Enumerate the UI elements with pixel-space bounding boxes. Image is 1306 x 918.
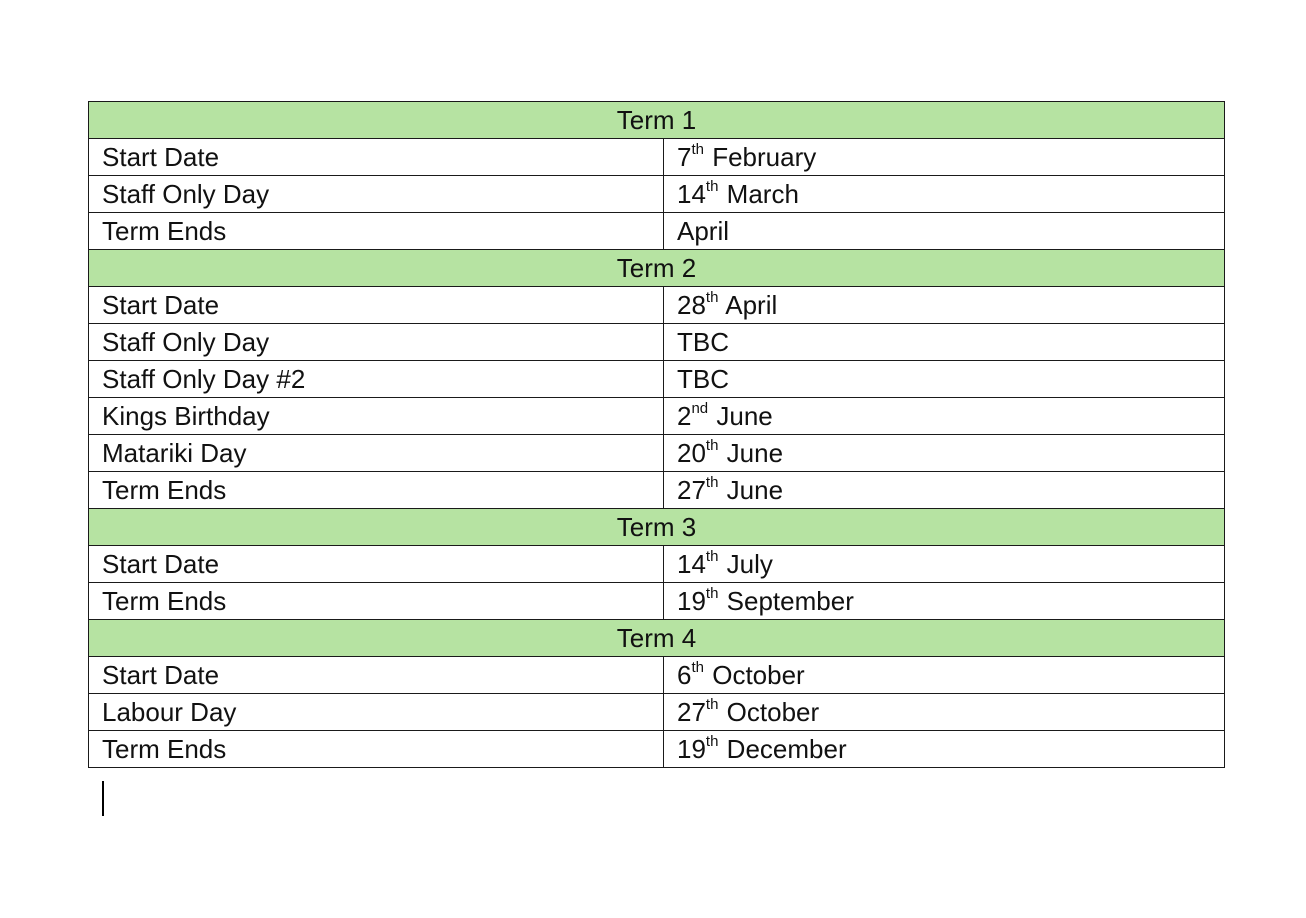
event-date[interactable] [664,472,1225,509]
date-month: TBC [677,364,729,394]
date-suffix: th [705,178,719,196]
event-date[interactable] [664,324,1225,361]
event-label[interactable]: Staff Only Day [89,176,664,213]
event-label[interactable]: Staff Only Day #2 [89,361,664,398]
date-suffix: th [691,659,704,677]
date-suffix: th [705,289,719,307]
date-month: February [712,142,817,172]
term-header-row [89,250,1225,287]
event-date[interactable] [664,435,1225,472]
table-row [89,435,1225,472]
date-month: December [726,734,847,764]
table-row [89,694,1225,731]
date-day: 19 [677,734,706,764]
date-month: October [712,660,805,690]
date-suffix: th [705,548,719,566]
table-row [89,657,1225,694]
date-suffix: th [705,696,719,714]
event-date[interactable] [664,287,1225,324]
date-suffix: th [691,141,704,159]
event-label[interactable]: Labour Day [89,694,664,731]
date-month: June [726,438,784,468]
date-day: 28 [677,290,706,320]
term-header-row [89,102,1225,139]
date-month: June [726,475,784,505]
table-row [89,176,1225,213]
term-title[interactable]: Term 2 [89,250,1225,287]
date-day: 2 [677,401,692,431]
event-label[interactable]: Term Ends [89,731,664,768]
term-title[interactable]: Term 3 [89,509,1225,546]
event-date[interactable] [664,139,1225,176]
event-date[interactable] [664,176,1225,213]
table-row [89,287,1225,324]
event-date[interactable] [664,546,1225,583]
event-date[interactable] [664,694,1225,731]
date-day: 14 [677,549,706,579]
event-label[interactable]: Staff Only Day [89,324,664,361]
date-month: July [726,549,773,579]
term-title[interactable]: Term 4 [89,620,1225,657]
table-row [89,361,1225,398]
date-day: 14 [677,179,706,209]
event-label[interactable]: Kings Birthday [89,398,664,435]
date-suffix: nd [691,400,709,418]
table-row [89,139,1225,176]
date-month: March [726,179,799,209]
event-label[interactable]: Start Date [89,139,664,176]
table-row [89,546,1225,583]
date-day: 27 [677,475,706,505]
date-suffix: th [705,733,719,751]
term-header-row [89,509,1225,546]
date-month: September [726,586,854,616]
table-row [89,324,1225,361]
event-label[interactable]: Start Date [89,287,664,324]
table-row [89,583,1225,620]
date-day: 19 [677,586,706,616]
text-cursor [102,781,104,816]
event-date[interactable] [664,731,1225,768]
table-row [89,731,1225,768]
date-day: 7 [677,142,692,172]
date-month: April [677,216,730,246]
date-suffix: th [705,585,719,603]
date-suffix: th [705,437,719,455]
date-month: June [716,401,773,431]
date-day: 27 [677,697,706,727]
table-row [89,213,1225,250]
date-month: April [725,290,778,320]
date-day: 6 [677,660,692,690]
event-date[interactable] [664,361,1225,398]
event-label[interactable]: Start Date [89,546,664,583]
event-label[interactable]: Term Ends [89,583,664,620]
event-date[interactable] [664,213,1225,250]
term-header-row [89,620,1225,657]
event-label[interactable]: Start Date [89,657,664,694]
event-label[interactable]: Matariki Day [89,435,664,472]
date-month: TBC [677,327,729,357]
table-row [89,472,1225,509]
date-month: October [726,697,820,727]
date-suffix: th [705,474,719,492]
term-title[interactable]: Term 1 [89,102,1225,139]
event-label[interactable]: Term Ends [89,472,664,509]
event-date[interactable] [664,657,1225,694]
event-label[interactable]: Term Ends [89,213,664,250]
term-dates-table [88,101,1225,768]
table-row [89,398,1225,435]
event-date[interactable] [664,398,1225,435]
date-day: 20 [677,438,706,468]
event-date[interactable] [664,583,1225,620]
